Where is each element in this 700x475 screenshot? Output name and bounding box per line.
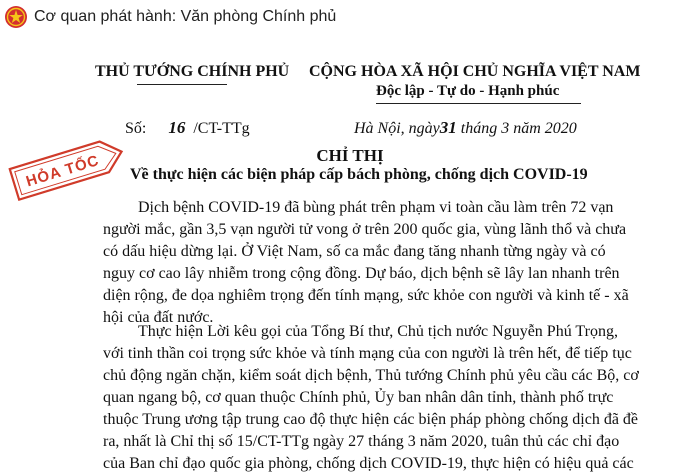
national-title: CỘNG HÒA XÃ HỘI CHỦ NGHĨA VIỆT NAM bbox=[309, 63, 641, 80]
paragraph-line: diện rộng, đe dọa nghiêm trọng đến tính mạng, sức khỏe con người và kinh tế - xã bbox=[103, 287, 629, 304]
paragraph-line: người mắc, gần 3,5 vạn người tử vong ở trên 200 quốc gia, vùng lãnh thổ và chưa bbox=[103, 221, 627, 238]
paragraph-line: quan ngang bộ, cơ quan thuộc Chính phủ, Ủy ban nhân dân tỉnh, thành phố trực bbox=[103, 389, 614, 406]
top-bar bbox=[0, 0, 700, 34]
place-suffix: tháng 3 năm 2020 bbox=[456, 120, 577, 137]
paragraph-line: Thực hiện Lời kêu gọi của Tổng Bí thư, Chủ tịch nước Nguyễn Phú Trọng, bbox=[138, 323, 618, 340]
day-value: 31 bbox=[439, 118, 457, 137]
paragraph-2 bbox=[103, 321, 681, 475]
number-label: Số: bbox=[125, 120, 147, 137]
paragraph-line: với tinh thần coi trọng sức khỏe và tính mạng của con người là trên hết, để tiếp tục bbox=[103, 345, 632, 362]
place-prefix: Hà Nội, ngày bbox=[354, 120, 440, 137]
number-suffix: /CT-TTg bbox=[193, 120, 250, 137]
national-motto: Độc lập - Tự do - Hạnh phúc bbox=[376, 83, 560, 99]
paragraph-line: hội của đất nước. bbox=[103, 309, 214, 326]
issuer-text: Cơ quan phát hành: Văn phòng Chính phủ bbox=[34, 8, 337, 25]
paragraph-line: của Ban chỉ đạo quốc gia phòng, chống dịch COVID-19, thực hiện có hiệu quả các bbox=[103, 455, 634, 472]
paragraph-line: Dịch bệnh COVID-19 đã bùng phát trên phạm vi toàn cầu làm trên 72 vạn bbox=[138, 199, 614, 216]
urgent-stamp bbox=[7, 132, 130, 204]
document-number bbox=[125, 118, 250, 138]
paragraph-1 bbox=[103, 197, 681, 329]
document-title: CHỈ THỊ bbox=[316, 146, 384, 165]
national-emblem-icon bbox=[4, 5, 28, 29]
document-subtitle: Về thực hiện các biện pháp cấp bách phòng, chống dịch COVID-19 bbox=[130, 166, 588, 183]
paragraph-line: ra, nhất là Chỉ thị số 15/CT-TTg ngày 27 tháng 3 năm 2020, tuân thủ các chỉ đạo bbox=[103, 433, 620, 450]
stamp-text: HỎA TỐC bbox=[24, 152, 102, 191]
place-date bbox=[354, 118, 577, 138]
issuing-authority: THỦ TƯỚNG CHÍNH PHỦ bbox=[95, 63, 290, 80]
paragraph-line: có dấu hiệu dừng lại. Ở Việt Nam, số ca mắc đang tăng nhanh từng ngày và có bbox=[103, 243, 606, 260]
number-value: 16 bbox=[168, 118, 186, 137]
motto-underline bbox=[376, 103, 581, 104]
authority-underline bbox=[137, 84, 227, 85]
paragraph-line: chủ động ngăn chặn, kiểm soát dịch bệnh, Thủ tướng Chính phủ yêu cầu các Bộ, cơ bbox=[103, 367, 639, 384]
paragraph-line: thuộc Trung ương tập trung cao độ thực hiện các biện pháp phòng chống dịch đã đề bbox=[103, 411, 639, 428]
paragraph-line: nguy cơ cao lây nhiễm trong cộng đồng. Dự báo, dịch bệnh sẽ lây lan nhanh trên bbox=[103, 265, 620, 282]
